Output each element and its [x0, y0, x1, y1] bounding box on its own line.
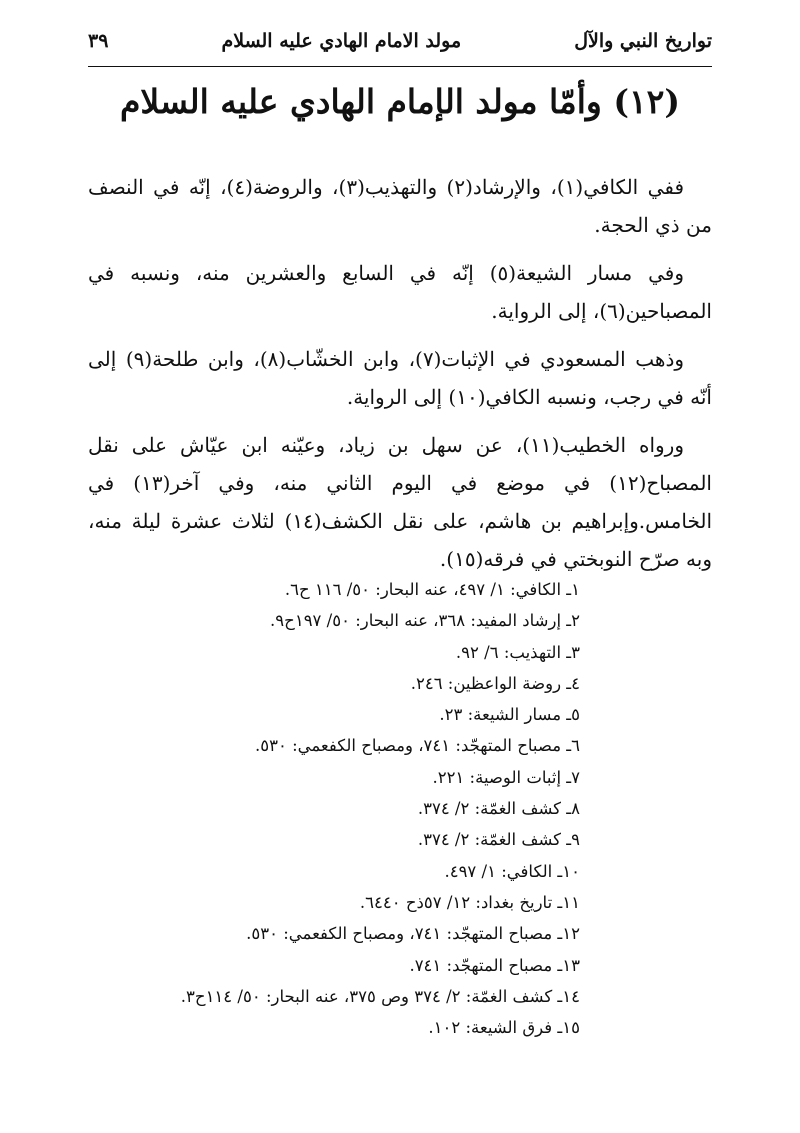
footnote: ٧ـ إثبات الوصية: ٢٢١. [432, 767, 580, 787]
paragraph: وفي مسار الشيعة(٥) إنّه في السابع والعشرين منه، ونسبه في المصباحين(٦)، إلى الرواية. [88, 261, 712, 323]
footnote: ٢ـ إرشاد المفيد: ٣٦٨، عنه البحار: ٥٠/ ١٩٧ح٩. [270, 611, 580, 631]
header-divider [88, 66, 712, 67]
footnote: ١٥ـ فرق الشيعة: ١٠٢. [428, 1018, 580, 1038]
body-text [88, 168, 712, 588]
running-header [88, 30, 712, 52]
footnote: ١ـ الكافي: ١/ ٤٩٧، عنه البحار: ٥٠/ ١١٦ ح٦. [284, 580, 580, 599]
footnote: ٦ـ مصباح المتهجّد: ٧٤١، ومصباح الكفعمي: ٥٣٠. [254, 736, 580, 756]
paragraph: ففي الكافي(١)، والإرشاد(٢) والتهذيب(٣)، والروضة(٤)، إنّه في النصف من ذي الحجة. [88, 175, 712, 237]
footnote: ٨ـ كشف الغمّة: ٢/ ٣٧٤. [417, 799, 580, 819]
footnote: ١١ـ تاريخ بغداد: ١٢/ ٥٧ذح ٦٤٤٠. [359, 892, 580, 912]
footnotes [140, 574, 580, 1043]
footnote: ٤ـ روضة الواعظين: ٢٤٦. [410, 673, 580, 693]
chapter-running-title: مولد الامام الهادي عليه السلام [221, 30, 462, 52]
footnote: ١٤ـ كشف الغمّة: ٢/ ٣٧٤ وص ٣٧٥، عنه البحار: ٥٠/ ١١٤ح٣. [180, 986, 580, 1006]
paragraph: وذهب المسعودي في الإثبات(٧)، وابن الخشّاب(٨)، وابن طلحة(٩) إلى أنّه في رجب، ونسبه الكافي(١٠) إلى الرواية. [88, 347, 712, 409]
chapter-title: (١٢) وأمّا مولد الإمام الهادي عليه السلام [119, 82, 681, 121]
footnote: ١٢ـ مصباح المتهجّد: ٧٤١، ومصباح الكفعمي: ٥٣٠. [246, 924, 580, 944]
paragraph: ورواه الخطيب(١١)، عن سهل بن زياد، وعيّنه ابن عيّاش على نقل المصباح(١٢) في موضع في اليوم الثاني منه، وفي آخر(١٣) في الخامس.وإبراهيم بن هاشم، على نقل الكشف(١٤) لثلاث عشرة ليلة منه، وبه صرّح النوبختي في فرقه(١٥). [88, 433, 712, 571]
book-title: تواريخ النبي والآل [574, 30, 712, 52]
footnote: ٩ـ كشف الغمّة: ٢/ ٣٧٤. [417, 830, 580, 850]
footnote: ٥ـ مسار الشيعة: ٢٣. [439, 705, 580, 725]
footnote: ١٣ـ مصباح المتهجّد: ٧٤١. [409, 955, 580, 975]
footnote: ١٠ـ الكافي: ١/ ٤٩٧. [444, 861, 580, 881]
footnote: ٣ـ التهذيب: ٦/ ٩٢. [455, 642, 580, 662]
page-number: ٣٩ [88, 30, 109, 52]
